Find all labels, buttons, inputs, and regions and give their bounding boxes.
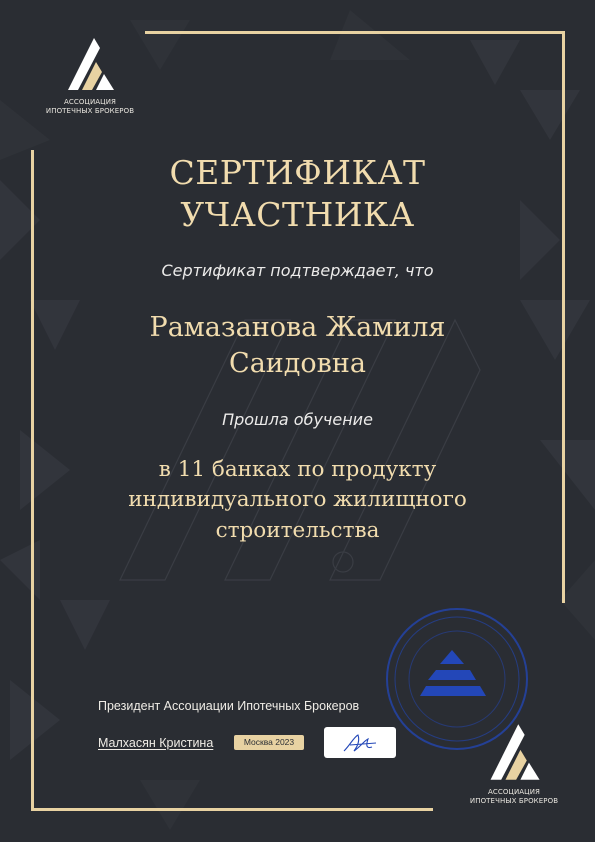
association-triangle-logo-icon xyxy=(60,34,120,94)
course-line2: индивидуального жилищного xyxy=(128,487,467,512)
logo-bottom-line2: ИПОТЕЧНЫХ БРОКЕРОВ xyxy=(469,797,559,805)
confirm-text: Сертификат подтверждает, что xyxy=(161,261,434,280)
logo-bottom xyxy=(462,720,566,806)
place-date-badge: Москва 2023 xyxy=(234,735,304,750)
association-triangle-logo-icon xyxy=(477,720,551,784)
logo-bottom-line1: АССОЦИАЦИЯ xyxy=(487,788,541,796)
course-line1: в 11 банках по продукту xyxy=(158,457,437,482)
logo-top-line2: ИПОТЕЧНЫХ БРОКЕРОВ xyxy=(45,107,135,115)
course-line3: строительства xyxy=(215,518,380,543)
signer-name: Малхасян Кристина xyxy=(98,736,214,750)
frame-top-line xyxy=(145,31,565,34)
certificate-title-line1: СЕРТИФИКАТ xyxy=(169,153,426,192)
certificate-title-line2: УЧАСТНИКА xyxy=(180,195,415,234)
signature xyxy=(324,727,396,758)
president-label: Президент Ассоциации Ипотечных Брокеров xyxy=(98,699,360,713)
recipient-name-line1: Рамазанова Жамиля xyxy=(149,312,446,343)
recipient-name-line2: Саидовна xyxy=(229,348,366,379)
completed-text: Прошла обучение xyxy=(222,410,373,429)
frame-bottom-line xyxy=(31,808,433,811)
logo-top xyxy=(38,34,142,116)
logo-top-line1: АССОЦИАЦИЯ xyxy=(63,98,117,106)
